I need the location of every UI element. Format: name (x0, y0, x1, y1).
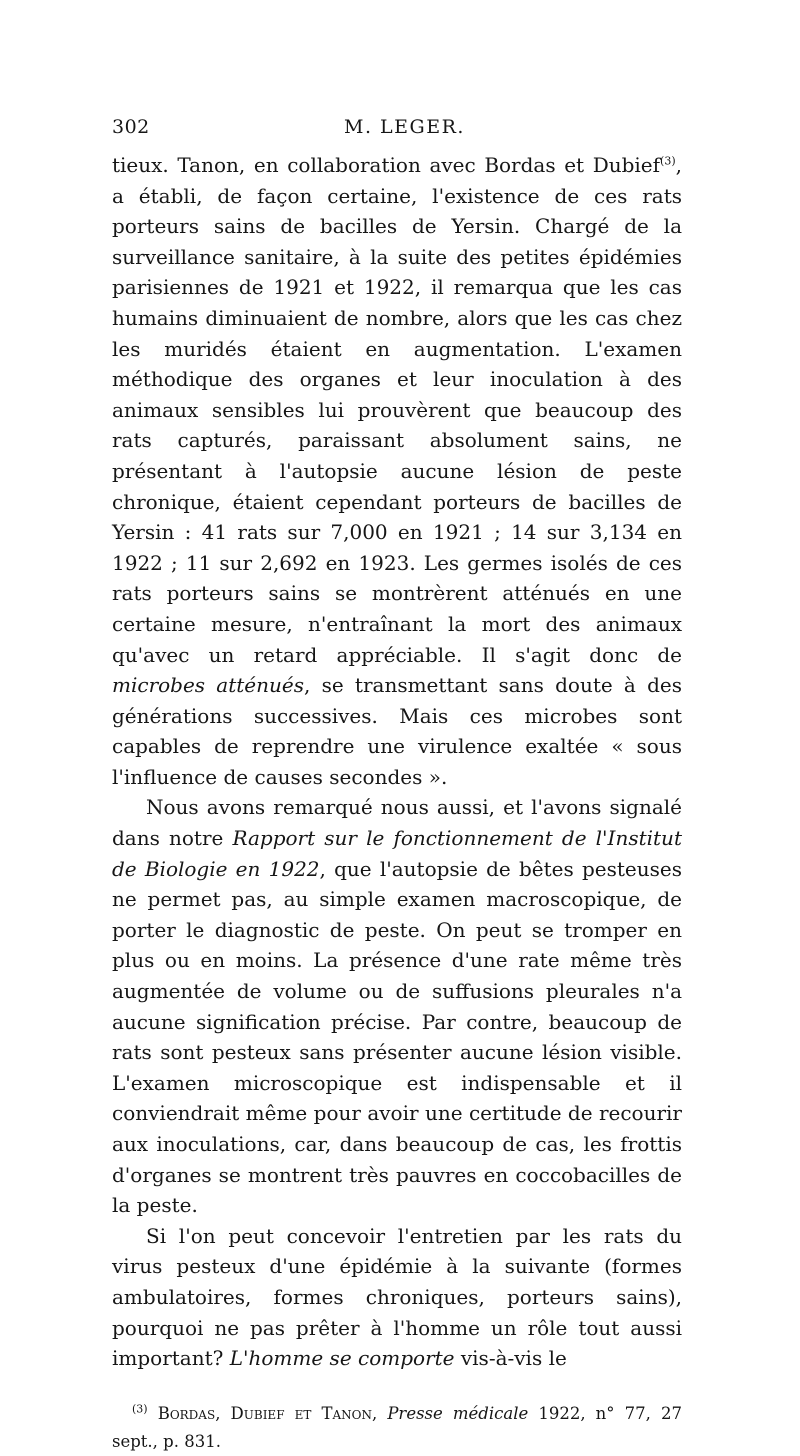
page-number: 302 (112, 116, 150, 138)
paragraph-1-text-a: tieux. Tanon, en collaboration avec Bordas et Dubief (112, 153, 661, 177)
running-head (112, 110, 682, 150)
paragraph-1-text-b: , a établi, de façon certaine, l'existence de ces rats porteurs sains de bacilles de Yersin. Chargé de la surveillance sanitaire, à la suite des petites épidémies parisiennes de 1921 et 1922, il remarqua que les cas humains diminuaient de nombre, alors que les cas chez les muridés étaient en augmentation. L'examen méthodique des organes et leur inoculation à des animaux sensibles lui prouvèrent que beaucoup des rats capturés, paraissant absolument sains, ne présentant à l'autopsie aucune lésion de peste chronique, étaient cependant porteurs de bacilles de Yersin : 41 rats sur 7,000 en 1921 ; 14 sur 3,134 en 1922 ; 11 sur 2,692 en 1923. Les germes isolés de ces rats porteurs sains se montrèrent atténués en une certaine mesure, n'entraînant la mort des animaux qu'avec un retard appréciable. Il s'agit donc de (112, 153, 682, 667)
paragraph-1-italic: microbes atténués (112, 673, 304, 698)
paragraph-2 (112, 792, 682, 1220)
page (112, 110, 682, 1456)
running-head-author: M. LEGER. (344, 116, 465, 138)
footnote (112, 1400, 682, 1456)
paragraph-2-text-b: , que l'autopsie de bêtes pesteuses ne permet pas, au simple examen macroscopique, de porter le diagnostic de peste. On peut se tromper en plus ou en moins. La présence d'une rate même très augmentée de volume ou de suffusions pleurales n'a aucune signification précise. Par contre, beaucoup de rats sont pesteux sans présenter aucune lésion visible. L'examen microscopique est indispensable et il conviendrait même pour avoir une certitude de recourir aux inoculations, car, dans beaucoup de cas, les frottis d'organes se montrent très pauvres en coccobacilles de la peste. (112, 856, 682, 1218)
paragraph-1 (112, 150, 682, 792)
footnote-journal: Presse médicale (387, 1403, 529, 1423)
paragraph-3-italic: L'homme se comporte (229, 1346, 455, 1371)
body-text (112, 150, 682, 1374)
paragraph-3 (112, 1221, 682, 1374)
paragraph-2-text-a: Nous avons remarqué nous aussi, et l'avons signalé dans notre (112, 795, 682, 851)
paragraph-3-text-b: vis-à-vis le (454, 1346, 567, 1371)
footnote-authors: Bordas, Dubief et Tanon, (157, 1403, 378, 1423)
footnote-marker: (3) (132, 1402, 148, 1416)
paragraph-2-italic: Rapport sur le fonctionnement de l'Institut de Biologie en 1922 (112, 826, 682, 881)
paragraph-1-text-c: , se transmettant sans doute à des générations successives. Mais ces microbes sont capables de reprendre une virulence exaltée « sous l'influence de causes secondes ». (112, 673, 682, 789)
paragraph-3-text-a: Si l'on peut concevoir l'entretien par les rats du virus pesteux d'une épidémie à la suivante (formes ambulatoires, formes chroniques, porteurs sains), pourquoi ne pas prêter à l'homme un rôle tout aussi important? (112, 1223, 682, 1371)
footnote-reference: (3) (660, 154, 676, 168)
footnote-details: 1922, n° 77, 27 sept., p. 831. (112, 1403, 682, 1451)
